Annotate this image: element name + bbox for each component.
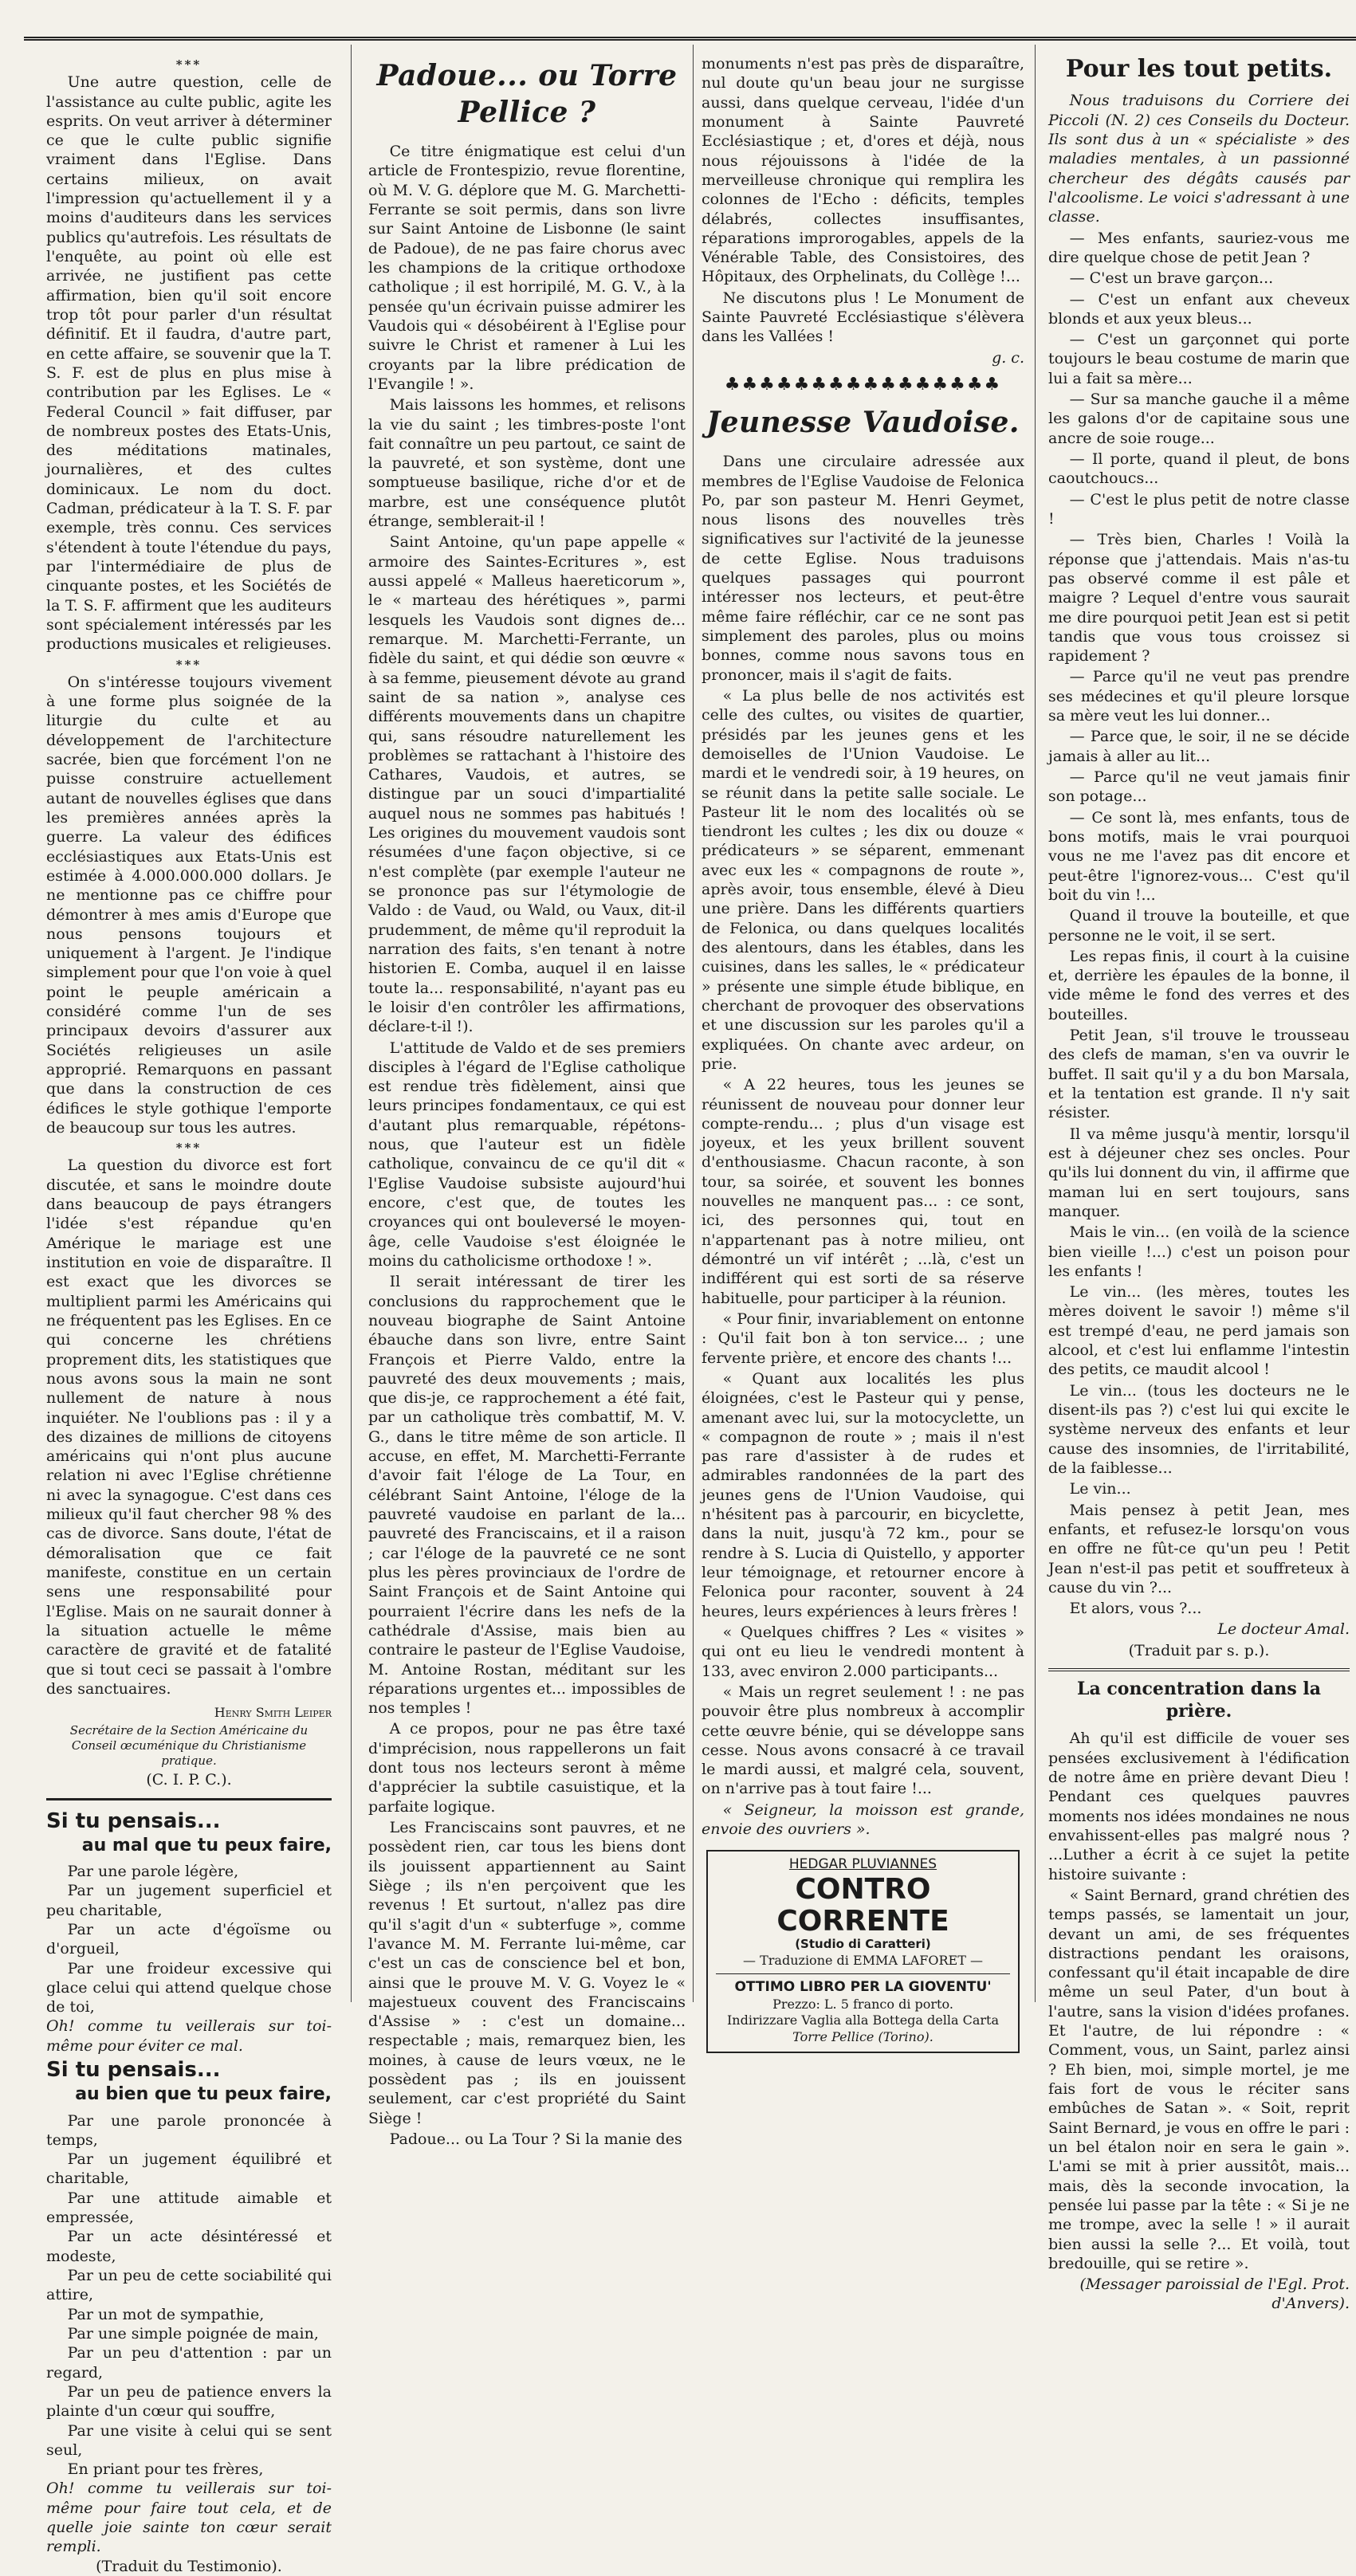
article-paragraph: Mais laissons les hommes, et relisons la vie du saint ; les timbres-poste l'ont fait connaître un peu partout, ce saint de la pauvreté, et son système, dont une somptueuse basilique, riche d'or et de marbre, est une conséquence plutôt étrange, semblerait-il ! [368,396,686,531]
poem-line: Par un mot de sympathie, [67,2305,265,2323]
article-paragraph: « Quant aux localités les plus éloignées, c'est le Pasteur qui y pense, amenant avec lui, sur la motocyclette, un « compagnon de route » ; mais il n'est pas rare d'assister à de rudes et admirables randonnées de la part des jeunes gens de l'Union Vaudoise, qui n'hésitent pas à parcourir, en bicyclette, dans la nuit, jusqu'à 72 km., pour se rendre à S. Lucia di Quistello, y apporter leur témoignage, et retourner encore à Felonica pour raconter, souvent à 24 heures, leurs expériences à leurs frères ! [702,1369,1024,1620]
poem-line: Par un jugement équilibré et charitable, [46,2150,332,2188]
author-signature: Henry Smith Leiper [214,1705,332,1721]
column-4 [1048,54,1350,2313]
column-divider [1035,45,1036,2002]
article-paragraph: Dans une circulaire adressée aux membres de l'Eglise Vaudoise de Felonica Po, par son pasteur M. Henri Geymet, nous lisons des nouvelles très significatives sur l'activité de la jeunesse de cette Eglise. Nous traduisons quelques passages qui pourront intéresser nos lecteurs, et peut-être même faire réfléchir, car ce ne sont pas simplement des paroles, plus ou moins bonnes, comme nous savons tous en prononcer, mais il s'agit de faits. [702,453,1024,684]
dialogue-line: Mais le vin... (en voilà de la science bien vieille !...) c'est un poison pour les enfants ! [1048,1223,1350,1280]
dialogue-line: Le vin... (les mères, toutes les mères doivent le savoir !) même s'il est trempé d'eau, ne perd jamais son alcool, et c'est lui enflamme l'intestin des petits, ce maudit alcool ! [1048,1283,1350,1379]
poem-line: Par une froideur excessive qui glace celui qui attend quelque chose de toi, [46,1959,332,2016]
article-paragraph: A ce propos, pour ne pas être taxé d'imprécision, nous rappellerons un fait dont tous nos lecteurs seront à même d'apprécier la subtile casuistique, et la parfaite logique. [368,1720,686,1816]
article-paragraph: Ah qu'il est difficile de vouer ses pensées exclusivement à l'édification de notre âme en prière devant Dieu ! Pendant ces quelques pauvres moments nos idées mondaines ne nous envahissent-elles pas malgré nous ? ...Luther a écrit à ce sujet la petite histoire suivante : [1048,1730,1350,1883]
column-2 [368,54,686,2149]
poem-line: Par un peu de cette sociabilité qui attire, [46,2267,332,2304]
article-paragraph: monuments n'est pas près de disparaître, nul doute qu'un beau jour ne surgisse aussi, dans quelque cerveau, l'idée d'un monument à Sainte Pauvreté Ecclésiastique ; et, d'ores et déjà, nous nous réjouissons à l'idée de la merveilleuse chronique qui remplira les colonnes de l'Echo : déficits, temples délabrés, collectes insuffisantes, réparations improrogables, appels de la Vénérable Table, des Consistoires, des Hôpitaux, des Orphelinats, du Collège !... [702,55,1024,286]
dialogue-line: Petit Jean, s'il trouve le trousseau des clefs de maman, s'en va ouvrir le buffet. Il sait qu'il y a du bon Marsala, et la tentation est grande. Il n'y sait résister. [1048,1027,1350,1122]
poem-line: Par une parole prononcée à temps, [46,2111,332,2149]
article-source: (C. I. P. C.). [146,1771,232,1789]
dialogue-line: — C'est un enfant aux cheveux blonds et aux yeux bleus... [1048,290,1350,328]
poem-source: (Traduit du Testimonio). [96,2557,282,2575]
poem-lines [46,1862,332,2056]
poem-line: Par une visite à celui qui se sent seul, [46,2421,332,2459]
article-title: Jeunesse Vaudoise. [706,406,1020,440]
article-paragraph: Une autre question, celle de l'assistance au culte public, agite les esprits. On veut arriver à déterminer ce que le culte public signifie vraiment dans l'Eglise. Dans certains milieux, on avait l'impression qu'actuellement il y a moins d'auditeurs dans les services publics qu'autrefois. Les résultats de l'enquête, au point où elle est arrivée, ne justifient pas cette affirmation, bien qu'il soit encore trop tôt pour parler d'un résultat définitif. Et il faudra, d'autre part, en cette affaire, se souvenir que la T. S. F. est de plus en plus mise à contribution par les Eglises. Le « Federal Council » fait diffuser, par de nombreux postes des Etats-Unis, des méditations matinales, journalières, et des cultes dominicaux. Le nom du doct. Cadman, prédicateur à la T. S. F. par exemple, très connu. Ces services s'étendent à toute l'étendue du pays, par l'intermédiaire de plus de cinquante postes, et les Sociétés de la T. S. F. affirment que les auditeurs sont spécialement intéressés par les productions musicales et religieuses. [46,73,332,654]
article-title: Padoue... ou Torre Pellice ? [376,59,678,130]
article-paragraph: « A 22 heures, tous les jeunes se réunissent de nouveau pour donner leur compte-rendu... ; plus d'un visage est joyeux, et les yeux brillent souvent d'enthousiasme. Chacun raconte, à son tour, sa soirée, et souvent les bonnes nouvelles ne manquent pas... : ce sont, ici, des personnes qui, tout en n'appartenant pas à notre milieu, ont démontré un vif intérêt ; ...là, c'est un indifférent qui est sorti de sa réserve habituelle, pour participer à la réunion. [702,1076,1024,1307]
dialogue-line: — Mes enfants, sauriez-vous me dire quelque chose de petit Jean ? [1048,229,1350,266]
poem-heading: Si tu pensais... [46,2058,221,2083]
article-paragraph: Ne discutons plus ! Le Monument de Sainte Pauvreté Ecclésiastique s'élèvera dans les Vallées ! [702,289,1024,346]
dialogue-line: Il va même jusqu'à mentir, lorsqu'il est à déjeuner chez ses oncles. Pour qu'ils lui donnent du vin, il affirme que maman lui en sert toujours, sans manquer. [1048,1125,1350,1220]
dialogue-line: Les repas finis, il court à la cuisine et, derrière les épaules de la bonne, il vide même le fond des verres et des bouteilles. [1048,947,1350,1023]
ad-price: Prezzo: L. 5 franco di porto. [772,1996,953,2012]
ad-place: Torre Pellice (Torino). [792,2028,933,2044]
dialogue-line: — Sur sa manche gauche il a même les galons d'or de capitaine sous une ancre de soie rouge... [1048,391,1350,447]
article-paragraph: La question du divorce est fort discutée, et sans le moindre doute dans beaucoup de pays étrangers l'idée s'est répandue qu'en Amérique le mariage est une institution en voie de disparaître. Il est exact que les divorces se multiplient parmi les Américains qui ne fréquentent pas les Eglises. En ce qui concerne les chrétiens proprement dits, les statistiques que nous avons sous la main ne sont nullement de nature à nous inquiéter. Ne l'oublions pas : il y a des dizaines de millions de citoyens américains qui n'ont plus aucune relation ni avec l'Eglise chrétienne ni avec la synagogue. C'est dans ces milieux qu'il faut chercher 98 % des cas de divorce. Sans doute, l'état de démoralisation que ce fait manifeste, constitue en un certain sens une responsabilité pour l'Eglise. Mais on ne saurait donner à la situation actuelle le même caractère de gravité et de fatalité que si tout ceci se passait à l'ombre des sanctuaires. [46,1156,332,1698]
ad-author: HEDGAR PLUVIANNES [788,1856,937,1873]
dialogue-line: Quand il trouve la bouteille, et que personne ne le voit, il se sert. [1048,907,1350,944]
article-paragraph: Ce titre énigmatique est celui d'un article de Frontespizio, revue florentine, où M. V. G. déplore que M. G. Marchetti-Ferrante se soit permis, dans son livre sur Saint Antoine de Lisbonne (le saint de Padoue), de ne pas faire chorus avec les champions de la critique orthodoxe catholique ; il est horripilé, M. G. V., à la pensée qu'un écrivain puisse admirer les Vaudois qui « désobéirent à l'Eglise pour suivre le Christ et ramener à Lui les croyants par la libre prédication de l'Evangile ! ». [368,143,686,393]
poem-line: Par un acte d'égoïsme ou d'orgueil, [46,1920,332,1958]
poem-conclusion: Oh! comme tu veillerais sur toi-même pour éviter ce mal. [46,2017,332,2055]
poem-lines [46,2111,332,2557]
poem-line: Par un acte désintéressé et modeste, [46,2228,332,2265]
dialogue-line: — C'est le plus petit de notre classe ! [1048,490,1350,528]
poem-line: Par un jugement superficiel et peu charitable, [46,1882,332,1919]
dialogue-line: Le vin... [1069,1480,1131,1498]
column-divider [351,45,352,2002]
dialogue-line: Et alors, vous ?... [1069,1600,1202,1618]
poem-conclusion: Oh! comme tu veillerais sur toi-même pour faire tout cela, et de quelle joie sainte ton cœur serait rempli. [46,2480,332,2556]
dialogue-line: — Parce que, le soir, il ne se décide jamais à aller au lit... [1048,728,1350,765]
article-paragraph: « La plus belle de nos activités est celle des cultes, ou visites de quartier, présidés par les jeunes gens et les demoiselles de l'Union Vaudoise. Le mardi et le vendredi soir, à 19 heures, on se réunit dans la petite salle sociale. Le Pasteur lit le nom des localités où se tiendront les cultes ; les dix ou douze « prédicateurs » se séparent, emmenant avec eux les « compagnons de route », après avoir, tous ensemble, élevé à Dieu une prière. Dans les différents quartiers de Felonica, ou dans quelques localités des alentours, dans les étables, dans les cuisines, dans les salles, le « prédicateur » présente une simple étude biblique, en cherchant de provoquer des observations et une discussion sur les paroles qu'il a expliquées. On chante avec ardeur, on prie. [702,686,1024,1073]
poem-line: Par une parole légère, [67,1862,239,1880]
section-stars: *** [175,657,202,672]
article-paragraph: Il serait intéressant de tirer les conclusions du rapprochement que le nouveau biographe de Saint Antoine ébauche dans son livre, entre Saint François et Pierre Valdo, entre la pauvreté des deux mouvements ; mais, que dis-je, ce rapprochement a été fait, par un catholique très combattif, M. V. G., dans le titre même de son article. Il accuse, en effet, M. Marchetti-Ferrante d'avoir fait l'éloge de La Tour, en célébrant Saint Antoine, l'éloge de la pauvreté vaudoise en parlant de la... pauvreté des Franciscains, et il a raison ; car l'éloge de la pauvreté ce ne sont plus les pères provinciaux de l'ordre de Saint François et de Saint Antoine qui pourraient l'écrire dans les nefs de la cathédrale d'Assise, mais bien au contraire le pasteur de l'Eglise Vaudoise, M. Antoine Rostan, méditant sur les réparations urgentes et... impossibles de nos temples ! [368,1273,686,1718]
section-stars: *** [175,57,202,72]
ad-order: Indirizzare Vaglia alla Bottega della Carta [726,2012,1000,2028]
poem-subheading: au mal que tu peux faire, [81,1835,332,1855]
article-paragraph: L'attitude de Valdo et de ses premiers disciples à l'égard de l'Eglise catholique est rendue très fidèlement, ainsi que leurs principes fondamentaux, ce qui est d'autant plus remarquable, répétons-nous, que l'auteur est un fidèle catholique, convaincu de ce qu'il dit « l'Eglise Vaudoise subsiste aujourd'hui encore, c'est que, de toutes les croyances qui ont bouleversé le moyen-âge, celle Vaudoise s'est éloignée le moins du catholicisme orthodoxe ! ». [368,1039,686,1270]
section-stars: *** [175,1141,202,1156]
top-double-rule [24,37,1356,41]
article-signature: g. c. [992,348,1024,367]
article-translator: (Traduit par s. p.). [1128,1641,1270,1659]
poem-subheading: au bien que tu peux faire, [75,2084,332,2105]
dialogue-line: — Il porte, quand il pleut, de bons caoutchoucs... [1048,450,1350,488]
article-paragraph: Saint Antoine, qu'un pape appelle « armoire des Saintes-Ecritures », est aussi appelé « Malleus haereticorum », le « marteau des hérétiques », parmi lesquels les Vaudois sont dignes de... remarque. M. Marchetti-Ferrante, un fidèle du saint, et qui dédie son œuvre « à sa femme, pieusement dévote au grand saint de sa nation », analyse ces différents mouvements dans un chapitre qui, sans résoudre naturellement les problèmes se rattachant à l'histoire des Cathares, Vaudois, et autres, se distingue par un souci d'impartialité auquel nous ne sommes pas habitués ! Les origines du mouvement vaudois sont résumées d'une façon objective, si ce n'est complète (par exemple l'auteur ne se prononce pas sur l'étymologie de Valdo : de Vaud, ou Wald, ou Vaux, dit-il prudemment, de même qu'il reproduit la narration des faits, s'en tenant à notre historien E. Comba, auquel il en laisse toute la... responsabilité, n'ayant pas eu le loisir d'en contrôler les affirmations, déclare-t-il !). [368,533,686,1036]
poem-line: Par un peu de patience envers la plainte d'un cœur qui souffre, [46,2382,332,2421]
article-intro: Nous traduisons du Corriere dei Piccoli (N. 2) ces Conseils du Docteur. Ils sont dus à un « spécialiste » des maladies mentales, à un passionné chercheur des dégâts causés par l'alcoolisme. Le voici s'adressant à une classe. [1048,92,1350,226]
dialogue-line: — C'est un brave garçon... [1069,269,1274,288]
column-3 [702,54,1024,2044]
dialogue-line: — Parce qu'il ne veut pas prendre ses médecines et qu'il pleure lorsque sa mère veut les lui donner... [1048,668,1350,725]
ad-tagline: OTTIMO LIBRO PER LA GIOVENTU' [716,1973,1010,1997]
poem-line: Par une simple poignée de main, [67,2324,319,2342]
article-paragraph: « Mais un regret seulement ! : ne pas pouvoir être plus nombreux à accomplir cette œuvre bénie, qui se développe sans cesse. Nous avons consacré à ce travail le mardi aussi, et malgré cela, souvent, on n'arrive pas à tout faire !... [702,1683,1024,1798]
article-paragraph: On s'intéresse toujours vivement à une forme plus soignée de la liturgie du culte et au développement de l'architecture sacrée, bien que forcément l'on ne puisse construire actuellement autant de nouvelles églises que dans les premières années après la guerre. La valeur des édifices ecclésiastiques aux Etats-Unis est estimée à 4.000.000.000 dollars. Je ne mentionne pas ce chiffre pour démontrer à mes amis d'Europe que nous pensons toujours et uniquement à l'argent. Je l'indique simplement pour que l'on voie à quel point le peuple américain a considéré comme l'un de ses principaux devoirs d'assurer aux Sociétés religieuses un asile approprié. Remarquons en passant que dans la construction de ces édifices le style gothique l'emporte de beaucoup sur tous les autres. [46,673,332,1137]
dialogue-line: Mais pensez à petit Jean, mes enfants, et refusez-le lorsqu'on vous en offre ne fût-ce qu'un peu ! Petit Jean n'est-il pas petit et souffreteux à cause du vin ?... [1048,1501,1350,1596]
article-paragraph: Padoue... ou La Tour ? Si la manie des [389,2130,682,2149]
poem-block [46,1798,332,2576]
book-advertisement [706,1850,1020,2053]
ornament-divider: ♣♣♣♣♣♣♣♣♣♣♣♣♣♣♣♣ [724,375,1002,395]
ad-translator: — Traduzione di EMMA LAFORET — [743,1952,983,1968]
article-paragraph: Les Franciscains sont pauvres, et ne possèdent rien, car tous les biens dont ils jouissent appartiennent au Saint Siège ; ils n'en perçoivent que les revenus ! Et surtout, n'allez pas dire qu'il s'agit d'un « subterfuge », comme l'avance M. M. Ferrante lui-même, car c'est un cas de conscience bel et bon, ainsi que le prouve M. V. G. Voyez le « majestueux couvent des Franciscains d'Assise » : c'est un domaine... respectable ; mais, remarquez bien, les moines, à cause de leurs vœux, ne le possèdent pas ; ils en jouissent seulement, car c'est propriété du Saint Siège ! [368,1819,686,2127]
article-paragraph: « Saint Bernard, grand chrétien des temps passés, se lamentait un jour, devant un ami, de ses fréquentes distractions pendant les oraisons, confessant qu'il était incapable de dire même un seul Pater, d'un bout à l'autre, sans la vision d'idées profanes. Et l'autre, de lui répondre : « Comment, vous, un Saint, parlez ainsi ? Eh bien, moi, simple mortel, je me fais fort de vous le réciter sans embûches de Satan ». « Soit, reprit Saint Bernard, je vous en offre le pari : un bel étalon noir en sera le gain ». L'ami se mit à prier aussitôt, mais... mais, dès la seconde invocation, la pensée lui passe par la tête : « Si je ne me trompe, avec la selle ! » il aurait bien aussi la selle ?... Et voilà, tout bredouille, qui se retire ». [1048,1886,1350,2272]
column-divider [693,45,694,2002]
poem-line: Par une attitude aimable et empressée, [46,2189,332,2227]
ad-book-title: CONTRO CORRENTE [776,1873,949,1938]
article-signature: Le docteur Amal. [1217,1620,1350,1639]
article-source: (Messager paroissial de l'Egl. Prot. d'Anvers). [1079,2276,1350,2313]
poem-line: En priant pour tes frères, [67,2460,264,2479]
article-paragraph: « Quelques chiffres ? Les « visites » qui ont eu lieu le vendredi montent à 133, avec environ 2.000 participants... [702,1623,1024,1680]
dialogue-line: — C'est un garçonnet qui porte toujours le beau costume de marin que lui a fait sa mère... [1048,331,1350,387]
article-paragraph: « Pour finir, invariablement on entonne : Qu'il fait bon à ton service... ; une fervente prière, et encore des chants !... [702,1310,1024,1367]
article-title: Pour les tout petits. [1065,55,1333,83]
article-paragraph: « Seigneur, la moisson est grande, envoie des ouvriers ». [702,1800,1024,1839]
dialogue-line: Le vin... (tous les docteurs ne le disent-ils pas ?) c'est lui qui excite le système nerveux des enfants et leur cause des insomnies, de l'irritabilité, de la faiblesse... [1048,1381,1350,1477]
poem-line: Par un peu d'attention : par un regard, [46,2344,332,2382]
column-1 [46,54,332,2575]
dialogue-line: — Ce sont là, mes enfants, tous de bons motifs, mais le vrai pourquoi vous ne me l'avez pas dit encore et peut-être l'ignorez-vous... C'est qu'il boit du vin !... [1048,808,1350,904]
dialogue-line: — Parce qu'il ne veut jamais finir son potage... [1048,768,1350,806]
ad-subtitle: (Studio di Caratteri) [795,1937,931,1952]
poem-heading: Si tu pensais... [46,1808,221,1833]
article-title: La concentration dans la prière. [1048,1668,1350,1722]
dialogue-line: — Très bien, Charles ! Voilà la réponse que j'attendais. Mais n'as-tu pas observé comme il est pâle et maigre ? Lequel d'entre vous saurait me dire pourquoi petit Jean est si petit tandis que vous tous croissez si rapidement ? [1048,531,1350,666]
author-role: Secrétaire de la Section Américaine du Conseil œcuménique du Christianisme pratique. [69,1722,309,1769]
